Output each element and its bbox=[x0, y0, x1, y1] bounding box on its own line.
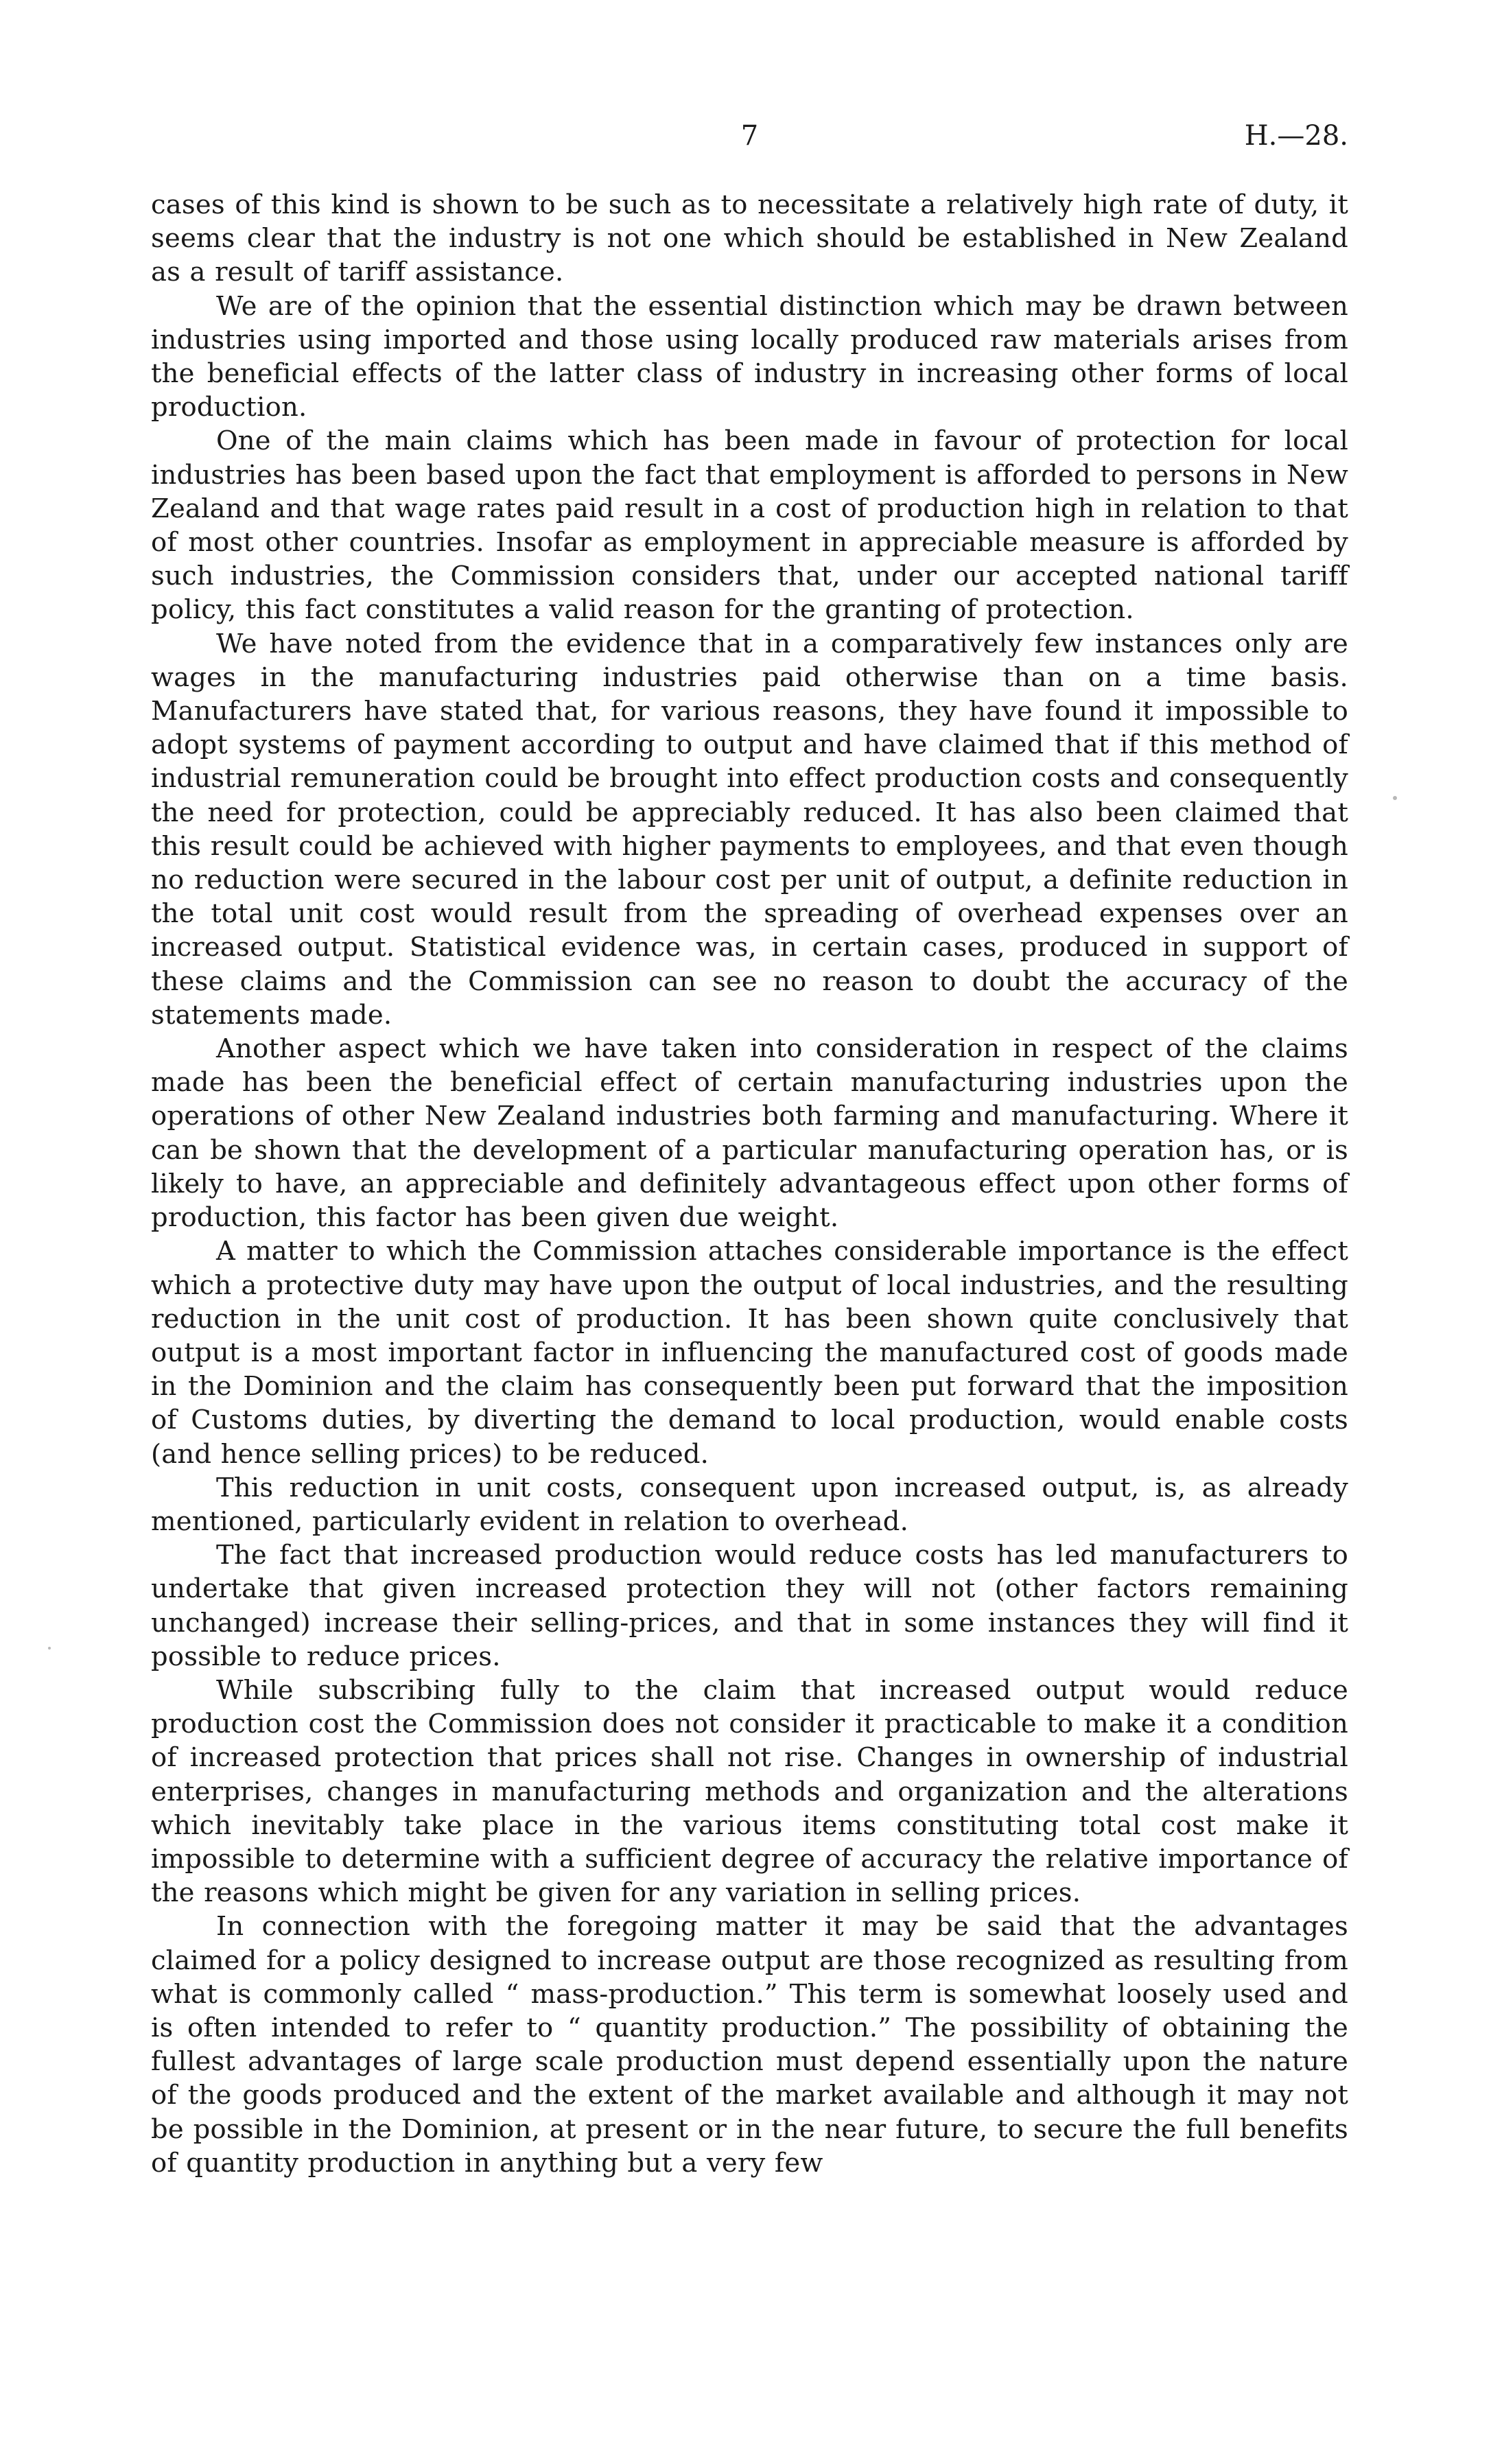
document-reference: H.—28. bbox=[1244, 120, 1348, 152]
paragraph-other-industries: Another aspect which we have taken into consideration in respect of the claims made has been the beneficial effect of certain manufacturing industries upon the operations of other New Zealand industries both farming and manufacturing. Where it can be shown that the development of a particular manufacturing operation has, or is likely to have, an appreciable and definitely advantageous effect upon other forms of production, this factor has been given due weight. bbox=[151, 1033, 1348, 1234]
scan-speck bbox=[48, 1647, 51, 1650]
paragraph-wages: We have noted from the evidence that in a comparatively few instances only are wages in the manufacturing industries paid otherwise than on a time basis. Manufacturers have stated that, for various reasons, they have found it impossible to adopt systems of payment according to output and have claimed that if this method of industrial remuneration could be brought into effect production costs and consequently the need for protection, could be appreciably reduced. It has also been claimed that this result could be achieved with higher payments to employees, and that even though no reduction were secured in the labour cost per unit of output, a definite reduction in the total unit cost would result from the spreading of overhead expenses over an increased output. Statistical evidence was, in certain cases, produced in support of these claims and the Commission can see no reason to doubt the accuracy of the statements made. bbox=[151, 628, 1348, 1031]
paragraph-raw-materials: We are of the opinion that the essential distinction which may be drawn between industries using imported and those using locally produced raw materials arises from the beneficial effects of the latter class of industry in increasing other forms of local production. bbox=[151, 290, 1348, 423]
paragraph-continuation: cases of this kind is shown to be such as to necessitate a relatively high rate of duty, it seems clear that the industry is not one which should be established in New Zealand as a result of tariff assistance. bbox=[151, 189, 1348, 288]
paragraph-selling-prices: The fact that increased production would reduce costs has led manufacturers to undertake that given increased protection they will not (other factors remaining unchanged) increase their selling-prices, and that in some instances they will find it possible to reduce prices. bbox=[151, 1540, 1348, 1672]
paragraph-unit-costs: This reduction in unit costs, consequent upon increased output, is, as already mentioned, particularly evident in relation to overhead. bbox=[151, 1472, 1348, 1537]
scan-speck bbox=[1393, 796, 1397, 800]
page-number: 7 bbox=[740, 120, 759, 152]
page-header bbox=[151, 115, 1348, 156]
paragraph-mass-production: In connection with the foregoing matter it may be said that the advantages claimed for a policy designed to increase output are those recognized as resulting from what is commonly called “ mass-production.” This term is somewhat loosely used and is often intended to refer to “ quantity production.” The possibility of obtaining the fullest advantages of large scale production must depend essentially upon the nature of the goods produced and the extent of the market available and although it may not be possible in the Dominion, at present or in the near future, to secure the full benefits of quantity production in anything but a very few bbox=[151, 1911, 1348, 2179]
body-text bbox=[151, 188, 1348, 2180]
paragraph-protective-duty: A matter to which the Commission attaches considerable importance is the effect which a protective duty may have upon the output of local industries, and the resulting reduction in the unit cost of production. It has been shown quite conclusively that output is a most important factor in influencing the manufactured cost of goods made in the Dominion and the claim has consequently been put forward that the imposition of Customs duties, by diverting the demand to local production, would enable costs (and hence selling prices) to be reduced. bbox=[151, 1236, 1348, 1470]
paragraph-production-cost: While subscribing fully to the claim that increased output would reduce production cost the Commission does not consider it practicable to make it a condition of increased protection that prices shall not rise. Changes in ownership of industrial enterprises, changes in manufacturing methods and organization and the alterations which inevitably take place in the various items constituting total cost make it impossible to determine with a sufficient degree of accuracy the relative importance of the reasons which might be given for any variation in selling prices. bbox=[151, 1674, 1348, 1909]
paragraph-employment: One of the main claims which has been made in favour of protection for local industries has been based upon the fact that employment is afforded to persons in New Zealand and that wage rates paid result in a cost of production high in relation to that of most other countries. Insofar as employment in appreciable measure is afforded by such industries, the Commission considers that, under our accepted national tariff policy, this fact constitutes a valid reason for the granting of protection. bbox=[151, 425, 1348, 626]
